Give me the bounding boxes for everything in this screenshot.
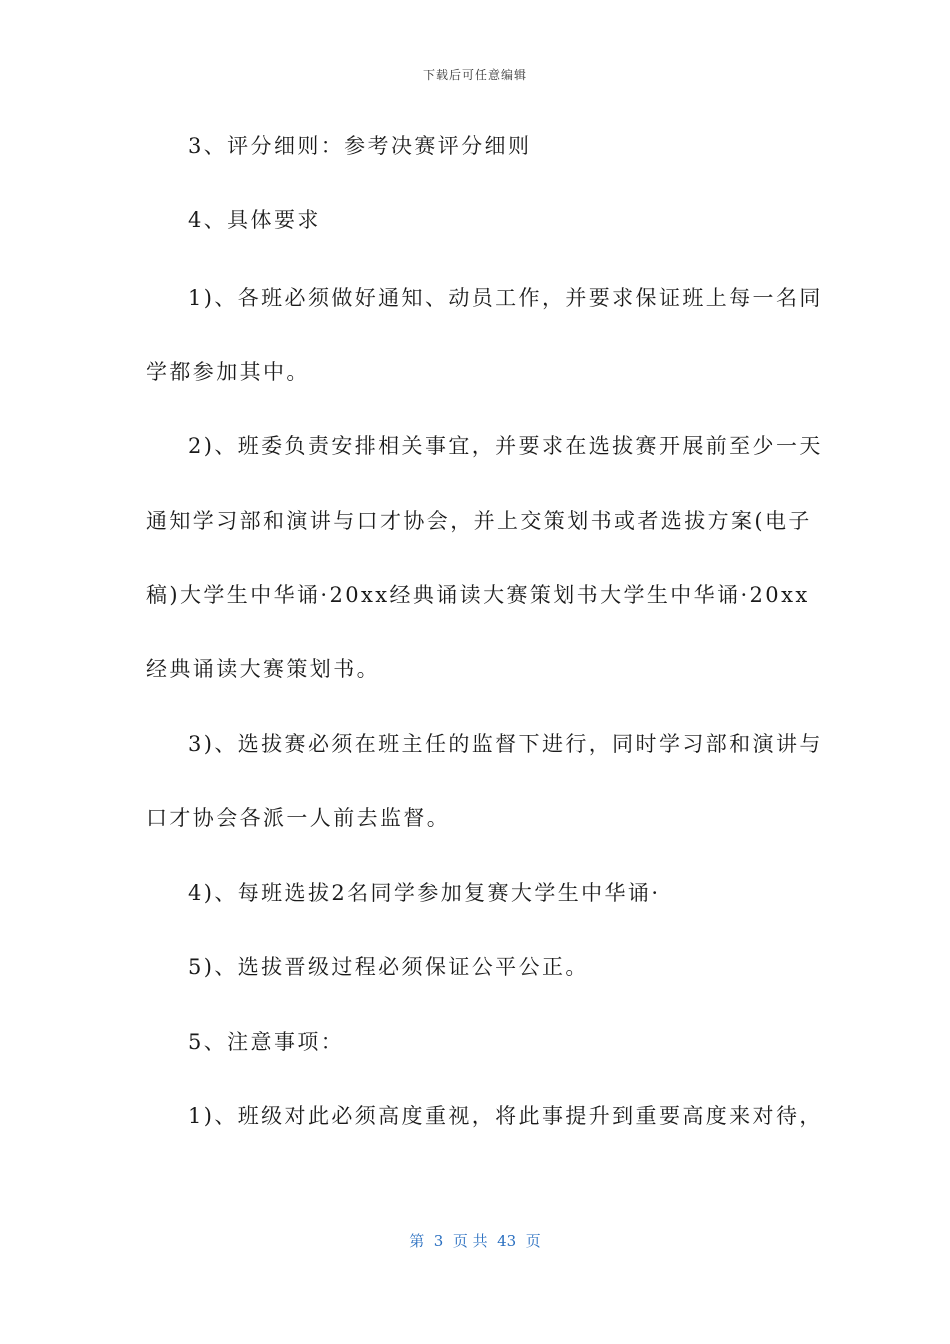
- paragraph-line: 1)、各班必须做好通知、动员工作，并要求保证班上每一名同: [188, 286, 823, 310]
- paragraph-line: 5)、选拔晋级过程必须保证公平公正。: [188, 955, 589, 979]
- paragraph-line: 4、具体要求: [188, 208, 321, 232]
- paragraph-line: 3、评分细则：参考决赛评分细则: [188, 134, 532, 158]
- paragraph-line: 学都参加其中。: [146, 360, 310, 384]
- paragraph-line: 2)、班委负责安排相关事宜，并要求在选拔赛开展前至少一天: [188, 434, 823, 458]
- page-number-footer: 第 3 页 共 43 页: [409, 1232, 541, 1250]
- paragraph-line: 1)、班级对此必须高度重视，将此事提升到重要高度来对待，: [188, 1104, 823, 1128]
- paragraph-line: 经典诵读大赛策划书。: [146, 657, 380, 681]
- paragraph-line: 通知学习部和演讲与口才协会，并上交策划书或者选拔方案(电子: [146, 509, 812, 533]
- paragraph-line: 3)、选拔赛必须在班主任的监督下进行，同时学习部和演讲与: [188, 732, 823, 756]
- paragraph-line: 口才协会各派一人前去监督。: [146, 806, 451, 830]
- paragraph-line: 4)、每班选拔2名同学参加复赛大学生中华诵·: [188, 881, 661, 905]
- paragraph-line: 5、注意事项：: [188, 1030, 345, 1054]
- paragraph-line: 稿)大学生中华诵·20xx经典诵读大赛策划书大学生中华诵·20xx: [146, 583, 810, 607]
- page-header: 下载后可任意编辑: [422, 68, 527, 82]
